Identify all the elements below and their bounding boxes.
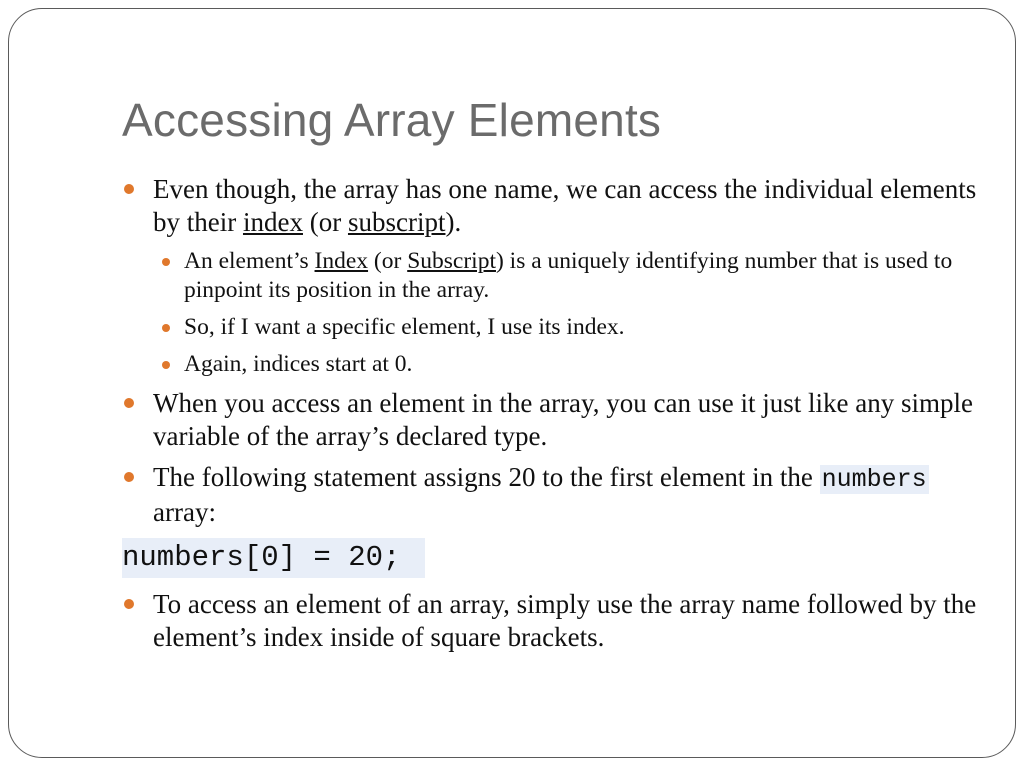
- subbullet-text: ) is a uniquely identifying number that is used to pinpoint its position in the array.: [184, 248, 953, 303]
- bullet-text: Even though, the array has one name, we can access the individual elements by their: [153, 174, 977, 237]
- bullet-text: array:: [153, 497, 216, 527]
- subbullet-text: So, if I want a specific element, I use its index.: [184, 314, 625, 340]
- bullet-text: When you access an element in the array, you can use it just like any simple variable of the array’s declared type.: [153, 388, 973, 451]
- bullet-assign-statement: [122, 461, 982, 529]
- subbullet-use-index: [122, 313, 982, 342]
- subbullet-text: (or: [368, 248, 408, 274]
- subbullet-dot-icon: [162, 324, 170, 332]
- term-subscript: subscript: [347, 207, 446, 237]
- slide-content: [122, 173, 982, 662]
- bullet-dot-icon: [124, 398, 134, 408]
- bullet-access-syntax: [122, 588, 982, 654]
- subbullet-text: An element’s: [184, 248, 315, 274]
- bullet-array-index: [122, 173, 982, 239]
- subbullet-dot-icon: [162, 258, 170, 266]
- bullet-dot-icon: [124, 472, 134, 482]
- slide-title: Accessing Array Elements: [122, 94, 662, 146]
- bullet-text: The following statement assigns 20 to the first element in the: [153, 462, 820, 492]
- term-subscript: Subscript: [407, 248, 496, 274]
- subbullet-dot-icon: [162, 361, 170, 369]
- subbullet-indices-start: [122, 350, 982, 379]
- inline-code-numbers: numbers: [821, 465, 927, 494]
- term-index: Index: [314, 248, 369, 274]
- term-index: index: [242, 207, 303, 237]
- bullet-use-like-variable: [122, 387, 982, 453]
- bullet-dot-icon: [124, 184, 134, 194]
- subbullet-text: Again, indices start at 0.: [184, 351, 413, 377]
- bullet-text: (or: [302, 207, 348, 237]
- slide: [8, 8, 1016, 758]
- bullet-text: To access an element of an array, simply use the array name followed by the element’s index inside of square brackets.: [153, 589, 977, 652]
- bullet-text: ).: [445, 207, 462, 237]
- bullet-dot-icon: [124, 599, 134, 609]
- subbullet-index-definition: [122, 247, 982, 305]
- code-example: numbers[0] = 20;: [122, 538, 425, 578]
